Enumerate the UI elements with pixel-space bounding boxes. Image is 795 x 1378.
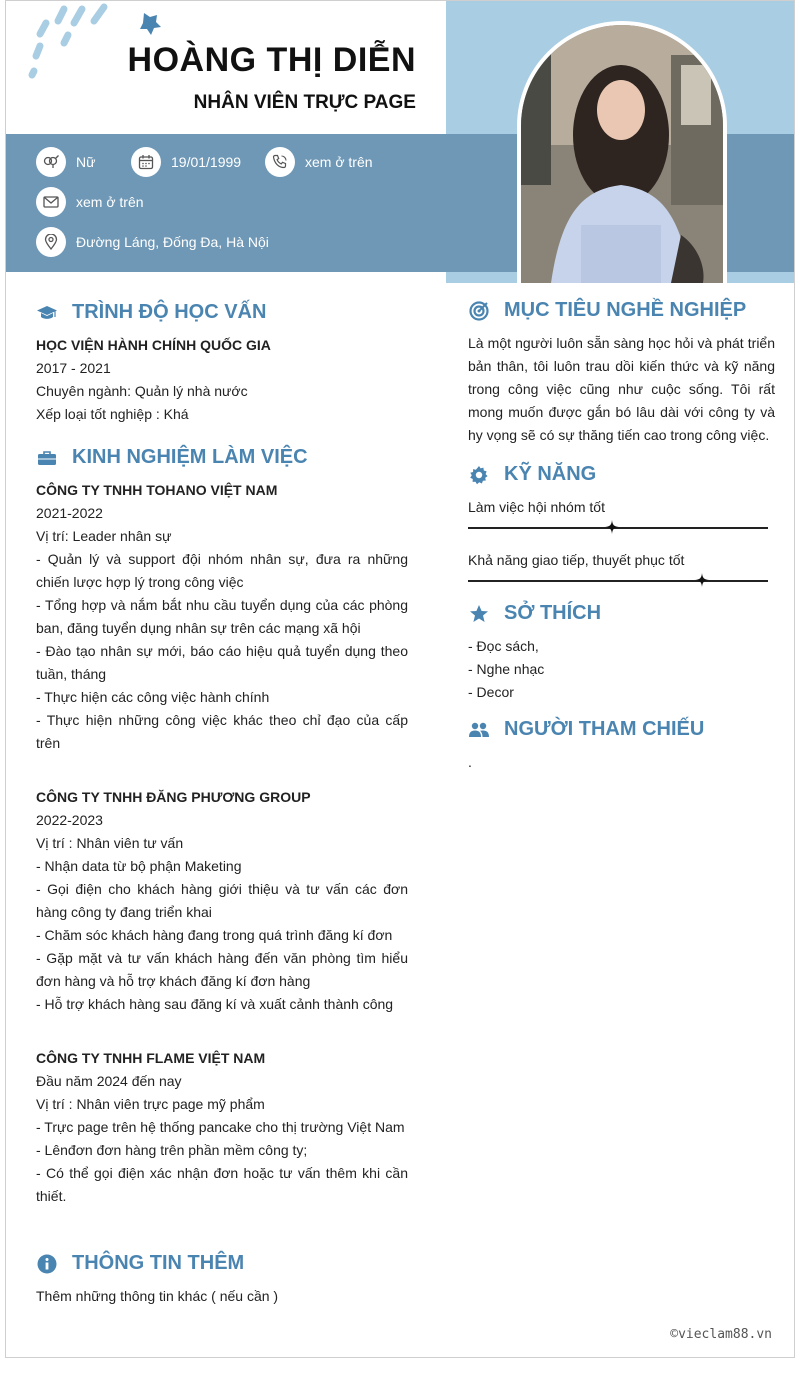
skills-section-header — [468, 463, 775, 486]
job-item — [36, 786, 408, 1016]
job-period: 2021-2022 — [36, 505, 103, 521]
left-column — [36, 301, 408, 1308]
job-duty: - Nhận data từ bộ phận Maketing — [36, 858, 242, 874]
objective-section-header — [468, 299, 775, 322]
objective-title: MỤC TIÊU NGHỀ NGHIỆP — [504, 299, 747, 321]
mail-icon — [36, 187, 66, 217]
phone-info — [265, 147, 373, 177]
more-info-section-header — [36, 1252, 408, 1275]
job-item — [36, 1047, 408, 1208]
job-position: Vị trí : Nhân viên tư vấn — [36, 835, 184, 851]
hobby-item: - Nghe nhạc — [468, 661, 545, 677]
dob-info — [131, 147, 241, 177]
job-position: Vị trí: Leader nhân sự — [36, 528, 172, 544]
hobby-item: - Decor — [468, 684, 514, 700]
job-period: 2022-2023 — [36, 812, 103, 828]
skill-bar — [468, 527, 768, 529]
job-duty: - Gặp mặt và tư vấn khách hàng đến văn phòng tìm hiểu đơn hàng và hỗ trợ khách đăng kí đơn hàng — [36, 950, 408, 989]
job-position: Vị trí : Nhân viên trực page mỹ phẩm — [36, 1096, 265, 1112]
education-title: TRÌNH ĐỘ HỌC VẤN — [72, 301, 267, 323]
education-section-header — [36, 301, 408, 324]
info-icon — [36, 1253, 58, 1275]
job-duty: - Chăm sóc khách hàng đang trong quá trình đăng kí đơn — [36, 927, 393, 943]
job-duty: - Hỗ trợ khách hàng sau đăng kí và xuất cảnh thành công — [36, 996, 394, 1012]
job-duty: - Lênđơn đơn hàng trên phần mềm công ty; — [36, 1142, 308, 1158]
star-icon — [468, 603, 490, 625]
job-company: CÔNG TY TNHH ĐĂNG PHƯƠNG GROUP — [36, 789, 311, 805]
graduation-cap-icon — [36, 302, 58, 324]
skill-name: Làm việc hội nhóm tốt — [468, 499, 605, 515]
address-value: Đường Láng, Đống Đa, Hà Nội — [76, 234, 269, 250]
job-duty: - Thực hiện những công việc khác theo chỉ đạo của cấp trên — [36, 712, 408, 751]
hobby-item: - Đọc sách, — [468, 638, 539, 654]
hobbies-title: SỞ THÍCH — [504, 602, 602, 624]
skill-level-marker — [695, 573, 709, 587]
job-company: CÔNG TY TNHH FLAME VIỆT NAM — [36, 1050, 266, 1066]
references-section-header — [468, 718, 775, 741]
briefcase-icon — [36, 447, 58, 469]
dob-value: 19/01/1999 — [171, 154, 242, 170]
phone-icon — [265, 147, 295, 177]
right-column — [468, 299, 775, 774]
gender-icon — [36, 147, 66, 177]
candidate-name: HOÀNG THỊ DIỄN — [127, 41, 416, 79]
job-duty: - Thực hiện các công việc hành chính — [36, 689, 270, 705]
education-years: 2017 - 2021 — [36, 360, 111, 376]
cv-page — [5, 0, 795, 1358]
candidate-role: NHÂN VIÊN TRỰC PAGE — [193, 92, 416, 113]
job-company: CÔNG TY TNHH TOHANO VIỆT NAM — [36, 482, 278, 498]
profile-photo — [521, 25, 723, 283]
job-duty: - Gọi điện cho khách hàng giới thiệu và tư vấn các đơn hàng công ty đang triển khai — [36, 881, 408, 920]
skills-title: KỸ NĂNG — [504, 463, 597, 485]
education-school: HỌC VIỆN HÀNH CHÍNH QUỐC GIA — [36, 337, 271, 353]
education-grade: Xếp loại tốt nghiệp : Khá — [36, 406, 189, 422]
job-duty: - Trực page trên hệ thống pancake cho thị trường Việt Nam — [36, 1119, 405, 1135]
email-info — [36, 187, 144, 217]
more-info-text: Thêm những thông tin khác ( nếu cần ) — [36, 1288, 279, 1304]
experience-section-header — [36, 446, 408, 469]
phone-value: xem ở trên — [305, 154, 373, 170]
references-title: NGƯỜI THAM CHIẾU — [504, 718, 705, 740]
gender-info — [36, 147, 95, 177]
calendar-icon — [131, 147, 161, 177]
target-icon — [468, 300, 490, 322]
references-text: . — [468, 754, 472, 770]
job-item — [36, 479, 408, 755]
gear-icon — [468, 464, 490, 486]
job-duty: - Đào tạo nhân sự mới, báo cáo hiệu quả tuyển dụng theo tuần, tháng — [36, 643, 408, 682]
hobbies-section-header — [468, 602, 775, 625]
job-period: Đầu năm 2024 đến nay — [36, 1073, 182, 1089]
experience-title: KINH NGHIỆM LÀM VIỆC — [72, 446, 308, 468]
gender-value: Nữ — [76, 154, 96, 170]
email-value: xem ở trên — [76, 194, 144, 210]
job-duty: - Tổng hợp và nắm bắt nhu cầu tuyển dụng của các phòng ban, đăng tuyển dụng nhân sự trên các mạng xã hội — [36, 597, 408, 636]
objective-text: Là một người luôn sẵn sàng học hỏi và phát triển bản thân, tôi luôn trau dồi kiến thức và kỹ năng trong công việc cũng như cuộc sống. Tôi rất mong muốn được gắn bó lâu dài với công ty và hy vọng sẽ có sự thăng tiến cao trong công việc. — [468, 335, 775, 443]
people-icon — [468, 719, 490, 741]
skill-bar — [468, 580, 768, 582]
location-icon — [36, 227, 66, 257]
footer-watermark: ©vieclam88.vn — [670, 1327, 772, 1342]
education-major: Chuyên ngành: Quản lý nhà nước — [36, 383, 248, 399]
job-duty: - Quản lý và support đội nhóm nhân sự, đưa ra những chiến lược hợp lý trong công việc — [36, 551, 408, 590]
skill-level-marker — [605, 520, 619, 534]
job-duty: - Có thể gọi điện xác nhận đơn hoặc tư vấn thêm khi cần thiết. — [36, 1165, 408, 1204]
more-info-title: THÔNG TIN THÊM — [72, 1252, 245, 1274]
address-info — [36, 227, 269, 257]
skill-name: Khả năng giao tiếp, thuyết phục tốt — [468, 552, 685, 568]
profile-photo-frame — [517, 21, 727, 283]
